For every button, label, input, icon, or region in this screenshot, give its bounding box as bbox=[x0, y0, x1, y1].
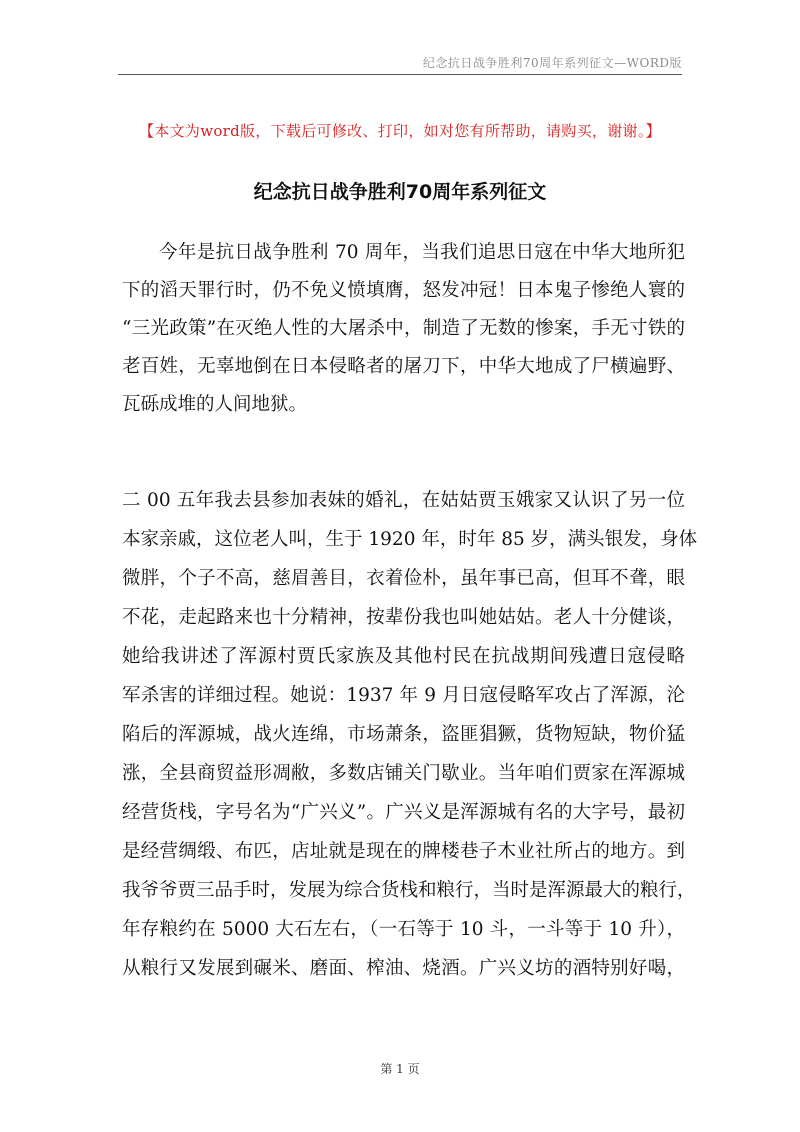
paragraph-2-line-13: 从粮行又发展到碾米、磨面、榨油、烧酒。广兴义坊的酒特别好喝， bbox=[122, 958, 685, 979]
paragraph-2-line-3: 微胖，个子不高，慈眉善目，衣着俭朴，虽年事已高，但耳不聋，眼 bbox=[122, 568, 685, 589]
paragraph-2-line-11: 我爷爷贾三品手时，发展为综合货栈和粮行，当时是浑源最大的粮行， bbox=[122, 880, 696, 901]
paragraph-2-line-5: 她给我讲述了浑源村贾氏家族及其他村民在抗战期间残遭日寇侵略 bbox=[122, 646, 685, 667]
paragraph-2-line-7: 陷后的浑源城，战火连绵，市场萧条，盗匪猖獗，货物短缺，物价猛 bbox=[122, 724, 685, 745]
document-title: 纪念抗日战争胜利70周年系列征文 bbox=[253, 181, 547, 203]
page-number: 第 1 页 bbox=[380, 1062, 420, 1076]
paragraph-1-line-5: 瓦砾成堆的人间地狱。 bbox=[122, 394, 308, 415]
purchase-notice: 【本文为word版，下载后可修改、打印，如对您有所帮助，请购买，谢谢。】 bbox=[139, 122, 661, 140]
paragraph-2-line-4: 不花，走起路来也十分精神，按辈份我也叫她姑姑。老人十分健谈， bbox=[122, 607, 685, 628]
paragraph-2-line-1: 二 00 五年我去县参加表妹的婚礼，在姑姑贾玉娥家又认识了另一位 bbox=[122, 490, 685, 511]
paragraph-2-line-9: 经营货栈，字号名为“广兴义”。广兴义是浑源城有名的大字号，最初 bbox=[122, 802, 685, 823]
paragraph-1-line-3: “三光政策”在灭绝人性的大屠杀中，制造了无数的惨案，手无寸铁的 bbox=[122, 318, 685, 339]
paragraph-2-line-8: 涨，全县商贸益形凋敝，多数店铺关门歇业。当年咱们贾家在浑源城 bbox=[122, 763, 685, 784]
paragraph-2-line-10: 是经营绸缎、布匹，店址就是现在的牌楼巷子木业社所占的地方。到 bbox=[122, 841, 685, 862]
running-header: 纪念抗日战争胜利70周年系列征文—WORD版 bbox=[422, 56, 682, 70]
paragraph-1-line-4: 老百姓，无辜地倒在日本侵略者的屠刀下，中华大地成了尸横遍野、 bbox=[122, 356, 685, 377]
paragraph-2-line-2: 本家亲戚，这位老人叫，生于 1920 年，时年 85 岁，满头银发，身体 bbox=[122, 529, 698, 550]
paragraph-1-line-1: 今年是抗日战争胜利 70 周年，当我们追思日寇在中华大地所犯 bbox=[159, 242, 685, 263]
paragraph-2-line-6: 军杀害的详细过程。她说：1937 年 9 月日寇侵略军攻占了浑源，沦 bbox=[122, 685, 685, 706]
paragraph-2-line-12: 年存粮约在 5000 大石左右，（一石等于 10 斗，一斗等于 10 升）， bbox=[122, 919, 685, 940]
header-divider bbox=[118, 74, 682, 75]
paragraph-1-line-2: 下的滔天罪行时，仍不免义愤填膺，怒发冲冠！日本鬼子惨绝人寰的 bbox=[122, 280, 685, 301]
